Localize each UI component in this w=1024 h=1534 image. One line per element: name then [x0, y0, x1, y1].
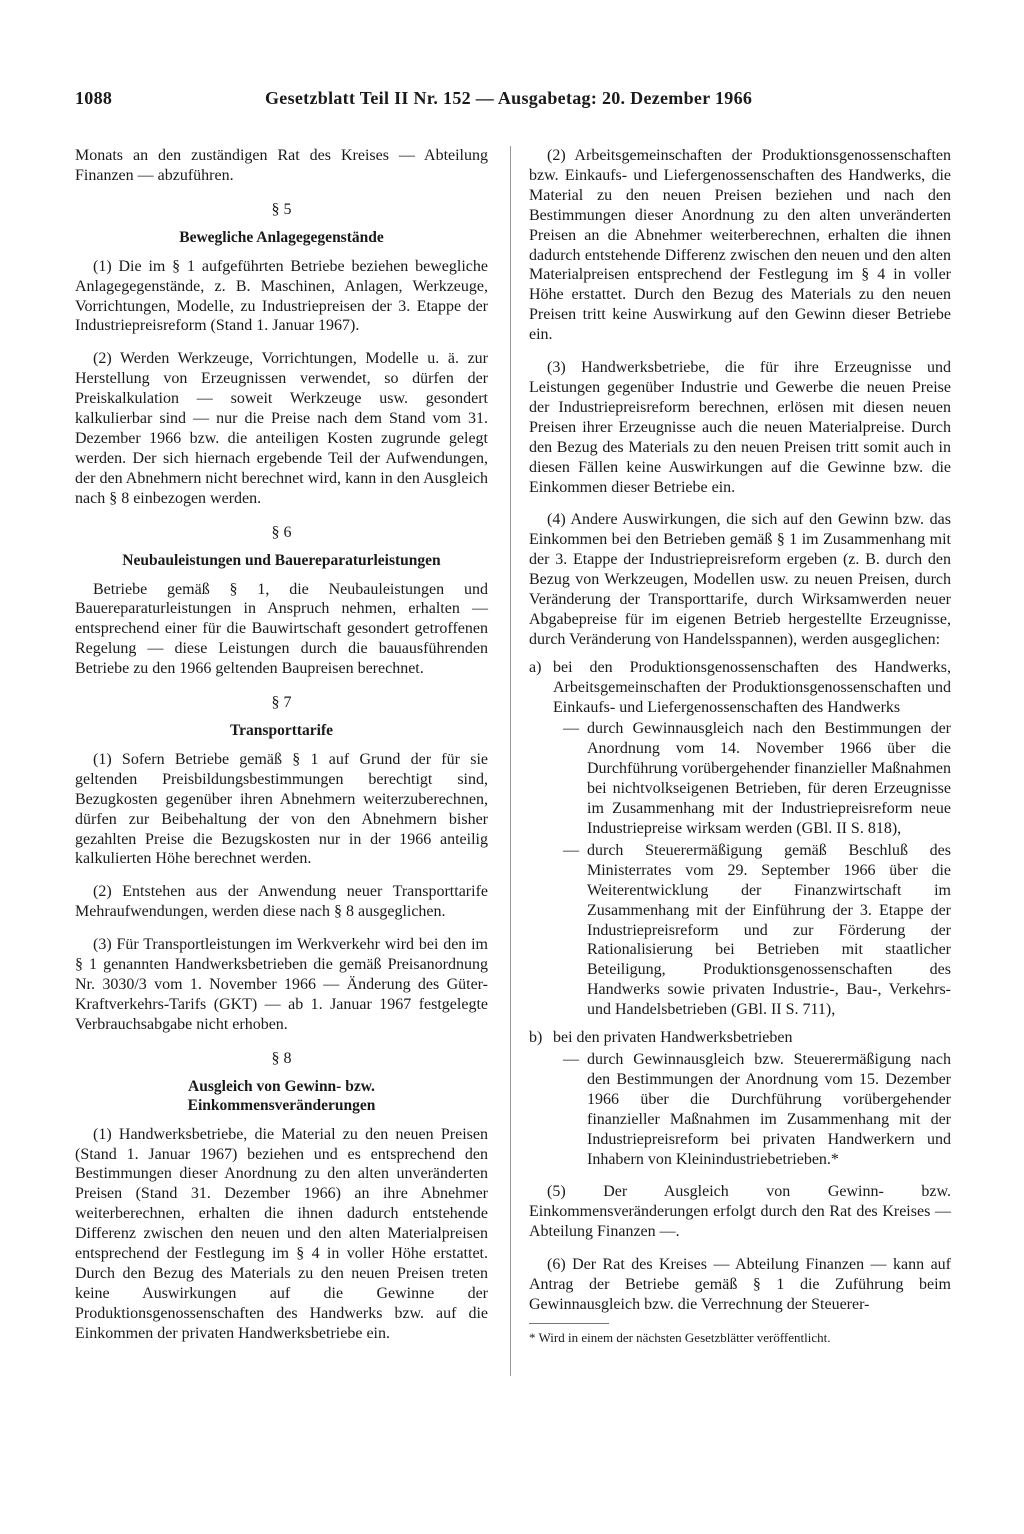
section-8-paragraph-2: (2) Arbeitsgemeinschaften der Produktionsgenossenschaften bzw. Einkaufs- und Liefergenossenschaften des Handwerks, die Material zu den neuen Preisen beziehen und nach den Bestimmungen dieser Anordnung zu den alten unveränderten Preisen an die Abnehmer weiterberechnen, erhalten die ihnen dadurch entstehende Differenz zwischen den neuen und den alten Materialpreisen entsprechend der Festlegung im § 4 in voller Höhe erstattet. Durch den Bezug des Materials zu den neuen Preisen tritt keine Auswirkung auf den Gewinn dieser Betriebe ein. [529, 147, 951, 344]
section-8-paragraph-5: (5) Der Ausgleich von Gewinn- bzw. Einkommensveränderungen erfolgt durch den Rat des Kreises — Abteilung Finanzen —. [529, 1183, 951, 1241]
list-a-dash-item-2 [563, 841, 951, 1020]
list-item-b [529, 1028, 951, 1048]
intro-paragraph: Monats an den zuständigen Rat des Kreises — Abteilung Finanzen — abzuführen. [75, 147, 488, 184]
gazette-title: Gesetzblatt Teil II Nr. 152 — Ausgabetag: 20. Dezember 1966 [265, 88, 753, 108]
section-8-title [75, 1077, 488, 1115]
list-item-a-text: bei den Produktionsgenossenschaften des Handwerks, Arbeitsgemeinschaften der Produktionsgenossenschaften und Einkaufs- und Liefergenossenschaften des Handwerks [553, 658, 951, 716]
section-8-title-line-2: Einkommensveränderungen [187, 1096, 376, 1114]
dash-marker: — [563, 841, 579, 859]
dash-item-text: durch Gewinnausgleich nach den Bestimmungen der Anordnung vom 14. November 1966 über die Durchführung vorübergehender finanzieller Maßnahmen bei nichtvolkseigenen Betrieben, für deren Erzeugnisse im Zusammenhang mit der Industriepreisreform neue Industriepreise wirksam werden (GBl. II S. 818), [587, 720, 951, 837]
list-marker-b: b) [529, 1029, 543, 1047]
section-7-title: Transporttarife [229, 721, 334, 739]
page-number: 1088 [75, 88, 113, 108]
dash-item-text: durch Gewinnausgleich bzw. Steuerermäßigung nach den Bestimmungen der Anordnung vom 15. Dezember 1966 über die Durchführung vorübergehender finanzieller Maßnahmen im Zusammenhang mit der Industriepreisreform bei privaten Handwerkern und Inhabern von Kleinindustriebetrieben.* [587, 1050, 951, 1168]
section-6-paragraph-1: Betriebe gemäß § 1, die Neubauleistungen und Bauereparaturleistungen in Anspruch nehmen, erhalten — entsprechend einer für die Bauwirtschaft gesondert getroffenen Regelung — diese Leistungen durch die bauausführenden Betriebe zu den 1966 geltenden Baupreisen berechnet. [75, 580, 488, 678]
dash-marker: — [563, 1050, 579, 1068]
right-column [529, 146, 951, 1346]
section-5-paragraph-2: (2) Werden Werkzeuge, Vorrichtungen, Modelle u. ä. zur Herstellung von Erzeugnissen verwendet, so dürfen der Preiskalkulation — soweit Werkzeuge usw. gesondert kalkulierbar sind — nur die Preise nach dem Stand vom 31. Dezember 1966 bzw. die anteiligen Kosten zugrunde gelegt werden. Der sich hiernach ergebende Teil der Aufwendungen, der den Abnehmern nicht berechnet wird, kann in den Ausgleich nach § 8 einbezogen werden. [75, 350, 488, 507]
list-marker-a: a) [529, 658, 542, 676]
section-8-paragraph-3: (3) Handwerksbetriebe, die für ihre Erzeugnisse und Leistungen gegenüber Industrie und Gewerbe die neuen Preise der Industriepreisreform berechnen, erlösen mit diesen neuen Preisen ihrer Erzeugnisse auch die neuen Materialpreise. Durch den Bezug des Materials zu den neuen Preisen tritt somit auch in diesen Fällen keine Auswirkungen auf die Gewinne bzw. die Einkommen dieser Betriebe ein. [529, 359, 951, 496]
footnote: * Wird in einem der nächsten Gesetzblätter veröffentlicht. [529, 1329, 831, 1345]
list-item-a [529, 658, 951, 718]
section-8-paragraph-4: (4) Andere Auswirkungen, die sich auf den Gewinn bzw. das Einkommen bei den Betrieben gemäß § 1 im Zusammenhang mit der 3. Etappe der Industriepreisreform ergeben (z. B. durch den Bezug von Werkzeugen, Modellen usw. zu neuen Preisen, durch Veränderung der Transporttarife, durch Wirksamwerden neuer Abgabepreise für im eigenen Betrieb hergestellte Erzeugnisse, durch Veränderung von Handelsspannen), werden ausgeglichen: [529, 511, 951, 648]
list-item-b-text: bei den privaten Handwerksbetrieben [553, 1029, 793, 1047]
section-8-title-line-1: Ausgleich von Gewinn- bzw. [188, 1077, 375, 1095]
column-divider [510, 146, 511, 1376]
section-7-paragraph-3: (3) Für Transportleistungen im Werkverkehr wird bei den im § 1 genannten Handwerksbetrieben die gemäß Preisanordnung Nr. 3030/3 vom 1. November 1966 — Änderung des Güter-Kraftverkehrs-Tarifs (GKT) — ab 1. Januar 1967 festgelegte Verbrauchsabgabe nicht erhoben. [75, 936, 488, 1033]
dash-marker: — [563, 720, 579, 738]
dash-item-text: durch Steuerermäßigung gemäß Beschluß des Ministerrates vom 29. September 1966 über die Weiterentwicklung der Finanzwirtschaft im Zusammenhang mit der Einführung der 3. Etappe der Industriepreisreform und zur Förderung der Rationalisierung bei Betrieben mit staatlicher Beteiligung, Produktionsgenossenschaften des Handwerks sowie privaten Industrie-, Bau-, Verkehrs- und Handelsbetrieben (GBl. II S. 711), [587, 841, 951, 1019]
section-7-paragraph-1: (1) Sofern Betriebe gemäß § 1 auf Grund der für sie geltenden Preisbildungsbestimmungen berechtigt sind, Bezugkosten gegenüber ihren Abnehmern weiterzuberechnen, dürfen zur Beibehaltung der von den Abnehmern bisher gezahlten Preise die Bezugskosten nur in der 1966 anteilig kalkulierten Höhe berechnet werden. [75, 750, 488, 868]
section-7-number: § 7 [271, 694, 292, 712]
section-5-title: Bewegliche Anlagegegenstände [179, 228, 384, 246]
section-8-number: § 8 [271, 1049, 292, 1067]
section-8-paragraph-6: (6) Der Rat des Kreises — Abteilung Finanzen — kann auf Antrag der Betriebe gemäß § 1 die Zuführung beim Gewinnausgleich bzw. die Verrechnung der Steuerer- [529, 1256, 951, 1313]
list-b-dash-item-1 [563, 1050, 951, 1169]
section-6-title: Neubauleistungen und Bauereparaturleistungen [122, 551, 441, 569]
left-column [75, 146, 488, 1357]
footnote-rule [529, 1323, 609, 1324]
section-8-paragraph-1: (1) Handwerksbetriebe, die Material zu den neuen Preisen (Stand 1. Januar 1967) beziehen und es entsprechend den Bestimmungen dieser Anordnung zu den alten unveränderten Preisen (Stand 31. Dezember 1966) an ihre Abnehmer weiterberechnen, erhalten die ihnen dadurch entstehende Differenz zwischen den neuen und den alten Materialpreisen entsprechend der Festlegung im § 4 in voller Höhe erstattet. Durch den Bezug des Materials zu den neuen Preisen treten keine Auswirkungen auf die Gewinne der Produktionsgenossenschaften des Handwerks bzw. auf die Einkommen der privaten Handwerksbetriebe ein. [75, 1125, 488, 1342]
section-6-number: § 6 [271, 523, 292, 541]
section-5-paragraph-1: (1) Die im § 1 aufgeführten Betriebe beziehen bewegliche Anlagegegenstände, z. B. Maschinen, Anlagen, Werkzeuge, Vorrichtungen, Modelle, zu Industriepreisen der 3. Etappe der Industriepreisreform (Stand 1. Januar 1967). [75, 257, 488, 335]
page-header [75, 88, 955, 110]
section-7-paragraph-2: (2) Entstehen aus der Anwendung neuer Transporttarife Mehraufwendungen, werden diese nach § 8 ausgeglichen. [75, 883, 488, 921]
list-a-dash-item-1 [563, 719, 951, 838]
section-5-number: § 5 [271, 200, 292, 218]
